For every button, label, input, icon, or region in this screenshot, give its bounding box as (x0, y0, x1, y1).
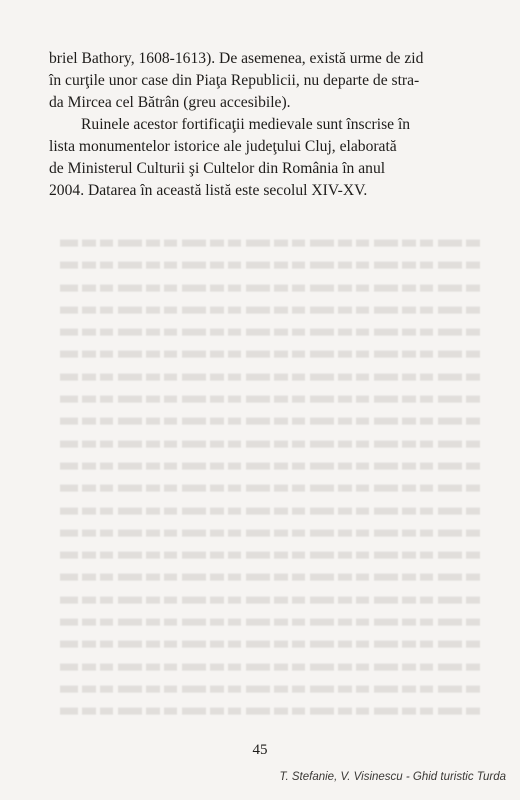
text-line: briel Bathory, 1608-1613). De asemenea, există urme de zid (49, 50, 424, 67)
paragraph-continuation (49, 48, 465, 114)
text-line: în curţile unor case din Piaţa Republicii, nu departe de stra- (49, 72, 420, 89)
page-number: 45 (252, 742, 268, 758)
paragraph-ruins (49, 114, 465, 202)
show-through-text (60, 232, 480, 722)
text-line: de Ministerul Culturii şi Cultelor din România în anul (49, 160, 386, 177)
text-line: lista monumentelor istorice ale judeţului Cluj, elaborată (49, 138, 397, 155)
text-line: Ruinele acestor fortificaţii medievale sunt înscrise în (81, 116, 411, 133)
body-text (49, 48, 465, 202)
text-line: da Mircea cel Bătrân (greu accesibile). (49, 94, 291, 111)
running-footer: T. Stefanie, V. Visinescu - Ghid turistic Turda (279, 771, 506, 783)
text-line: 2004. Datarea în această listă este secolul XIV-XV. (49, 182, 368, 199)
